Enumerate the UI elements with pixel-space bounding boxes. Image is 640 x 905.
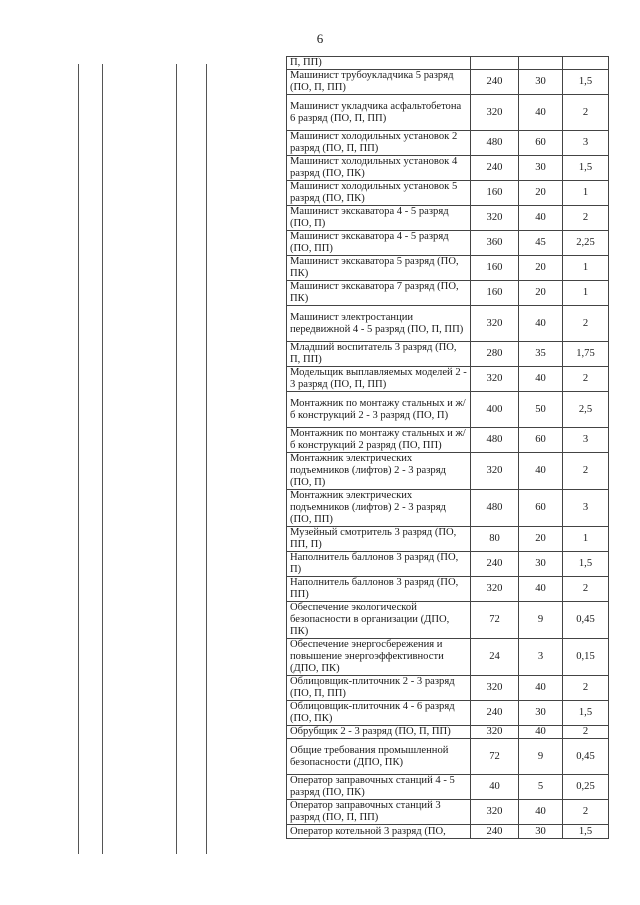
value-cell: 2 [563,726,609,739]
table-row [287,342,609,367]
page-number: 6 [316,31,324,46]
table-row [287,825,609,839]
table-row [287,281,609,306]
value-cell: 2 [563,367,609,392]
hours-cell: 40 [471,775,519,800]
value-cell: 2 [563,453,609,490]
hours-cell: 72 [471,739,519,775]
table-row [287,726,609,739]
value-cell: 1,5 [563,156,609,181]
program-name-cell: Монтажник электрических подъемников (лифтов) 2 - 3 разряд (ПО, ПП) [287,490,471,527]
table-row [287,639,609,676]
program-name-cell: Машинист экскаватора 4 - 5 разряд (ПО, П) [287,206,471,231]
days-cell: 40 [519,453,563,490]
table-row [287,57,609,70]
days-cell: 40 [519,95,563,131]
days-cell: 40 [519,367,563,392]
hours-cell: 240 [471,156,519,181]
table-row [287,676,609,701]
hours-cell: 320 [471,206,519,231]
hours-cell: 80 [471,527,519,552]
hours-cell: 480 [471,131,519,156]
value-cell: 1,5 [563,701,609,726]
hours-cell: 320 [471,306,519,342]
hours-cell: 480 [471,428,519,453]
program-name-cell: Оператор котельной 3 разряд (ПО, [287,825,471,839]
table-row [287,739,609,775]
table-row [287,701,609,726]
value-cell: 1,5 [563,70,609,95]
program-name-cell: Модельщик выплавляемых моделей 2 - 3 разряд (ПО, П, ПП) [287,367,471,392]
program-name-cell: Обеспечение экологической безопасности в организации (ДПО, ПК) [287,602,471,639]
margin-rule-1 [78,64,79,854]
days-cell: 3 [519,639,563,676]
program-name-cell: Машинист укладчика асфальтобетона 6 разряд (ПО, П, ПП) [287,95,471,131]
table-row [287,206,609,231]
hours-cell: 320 [471,95,519,131]
table-row [287,800,609,825]
program-name-cell: П, ПП) [287,57,471,70]
program-name-cell: Машинист трубоукладчика 5 разряд (ПО, П, ПП) [287,70,471,95]
hours-cell: 360 [471,231,519,256]
hours-cell: 320 [471,577,519,602]
value-cell: 2 [563,800,609,825]
margin-rule-4 [206,64,207,854]
value-cell [563,57,609,70]
table-row [287,70,609,95]
program-name-cell: Наполнитель баллонов 3 разряд (ПО, ПП) [287,577,471,602]
days-cell: 60 [519,490,563,527]
table-row [287,602,609,639]
table-row [287,131,609,156]
days-cell: 20 [519,256,563,281]
program-name-cell: Машинист холодильных установок 2 разряд (ПО, П, ПП) [287,131,471,156]
table-row [287,490,609,527]
program-name-cell: Машинист экскаватора 4 - 5 разряд (ПО, ПП) [287,231,471,256]
value-cell: 1 [563,281,609,306]
program-name-cell: Музейный смотритель 3 разряд (ПО, ПП, П) [287,527,471,552]
program-name-cell: Обрубщик 2 - 3 разряд (ПО, П, ПП) [287,726,471,739]
program-name-cell: Машинист холодильных установок 5 разряд (ПО, ПК) [287,181,471,206]
program-name-cell: Облицовщик-плиточник 4 - 6 разряд (ПО, ПК) [287,701,471,726]
value-cell: 2,5 [563,392,609,428]
hours-cell: 160 [471,181,519,206]
days-cell: 45 [519,231,563,256]
program-name-cell: Оператор заправочных станций 3 разряд (ПО, П, ПП) [287,800,471,825]
value-cell: 3 [563,490,609,527]
value-cell: 2 [563,206,609,231]
hours-cell: 240 [471,701,519,726]
days-cell: 40 [519,726,563,739]
hours-cell: 24 [471,639,519,676]
value-cell: 0,15 [563,639,609,676]
value-cell: 1,75 [563,342,609,367]
value-cell: 0,45 [563,739,609,775]
days-cell: 50 [519,392,563,428]
table-row [287,95,609,131]
days-cell: 40 [519,800,563,825]
table-row [287,392,609,428]
value-cell: 2,25 [563,231,609,256]
hours-cell: 160 [471,256,519,281]
table-row [287,306,609,342]
value-cell: 2 [563,306,609,342]
days-cell: 40 [519,306,563,342]
hours-cell: 72 [471,602,519,639]
course-table-body [287,57,609,839]
hours-cell: 320 [471,726,519,739]
program-name-cell: Обеспечение энергосбережения и повышение энергоэффективности (ДПО, ПК) [287,639,471,676]
course-table [286,56,609,839]
hours-cell: 320 [471,676,519,701]
days-cell: 30 [519,70,563,95]
days-cell: 40 [519,676,563,701]
days-cell: 30 [519,156,563,181]
hours-cell: 240 [471,70,519,95]
days-cell: 9 [519,739,563,775]
hours-cell: 320 [471,367,519,392]
days-cell: 60 [519,131,563,156]
program-name-cell: Машинист электростанции передвижной 4 - 5 разряд (ПО, П, ПП) [287,306,471,342]
days-cell: 20 [519,181,563,206]
table-row [287,775,609,800]
days-cell: 20 [519,527,563,552]
table-row [287,231,609,256]
program-name-cell: Монтажник по монтажу стальных и ж/б конструкций 2 разряд (ПО, ПП) [287,428,471,453]
days-cell: 30 [519,552,563,577]
table-row [287,453,609,490]
hours-cell: 320 [471,800,519,825]
days-cell: 5 [519,775,563,800]
value-cell: 0,25 [563,775,609,800]
hours-cell: 240 [471,825,519,839]
margin-rule-3 [176,64,177,854]
days-cell: 9 [519,602,563,639]
days-cell: 20 [519,281,563,306]
days-cell [519,57,563,70]
value-cell: 3 [563,428,609,453]
hours-cell: 160 [471,281,519,306]
days-cell: 30 [519,701,563,726]
days-cell: 60 [519,428,563,453]
value-cell: 2 [563,95,609,131]
value-cell: 1,5 [563,825,609,839]
hours-cell [471,57,519,70]
program-name-cell: Наполнитель баллонов 3 разряд (ПО, П) [287,552,471,577]
program-name-cell: Монтажник по монтажу стальных и ж/б конструкций 2 - 3 разряд (ПО, П) [287,392,471,428]
table-row [287,256,609,281]
program-name-cell: Младший воспитатель 3 разряд (ПО, П, ПП) [287,342,471,367]
program-name-cell: Общие требования промышленной безопасности (ДПО, ПК) [287,739,471,775]
hours-cell: 280 [471,342,519,367]
value-cell: 1 [563,181,609,206]
table-row [287,367,609,392]
margin-rule-2 [102,64,103,854]
days-cell: 35 [519,342,563,367]
value-cell: 1,5 [563,552,609,577]
program-name-cell: Оператор заправочных станций 4 - 5 разряд (ПО, ПК) [287,775,471,800]
table-row [287,577,609,602]
table-row [287,552,609,577]
value-cell: 3 [563,131,609,156]
table-row [287,156,609,181]
program-name-cell: Монтажник электрических подъемников (лифтов) 2 - 3 разряд (ПО, П) [287,453,471,490]
days-cell: 40 [519,577,563,602]
table-row [287,428,609,453]
table-row [287,181,609,206]
hours-cell: 320 [471,453,519,490]
program-name-cell: Машинист холодильных установок 4 разряд (ПО, ПК) [287,156,471,181]
days-cell: 40 [519,206,563,231]
hours-cell: 480 [471,490,519,527]
program-name-cell: Облицовщик-плиточник 2 - 3 разряд (ПО, П, ПП) [287,676,471,701]
value-cell: 1 [563,256,609,281]
value-cell: 2 [563,676,609,701]
hours-cell: 240 [471,552,519,577]
value-cell: 2 [563,577,609,602]
program-name-cell: Машинист экскаватора 7 разряд (ПО, ПК) [287,281,471,306]
hours-cell: 400 [471,392,519,428]
days-cell: 30 [519,825,563,839]
table-row [287,527,609,552]
program-name-cell: Машинист экскаватора 5 разряд (ПО, ПК) [287,256,471,281]
value-cell: 1 [563,527,609,552]
value-cell: 0,45 [563,602,609,639]
